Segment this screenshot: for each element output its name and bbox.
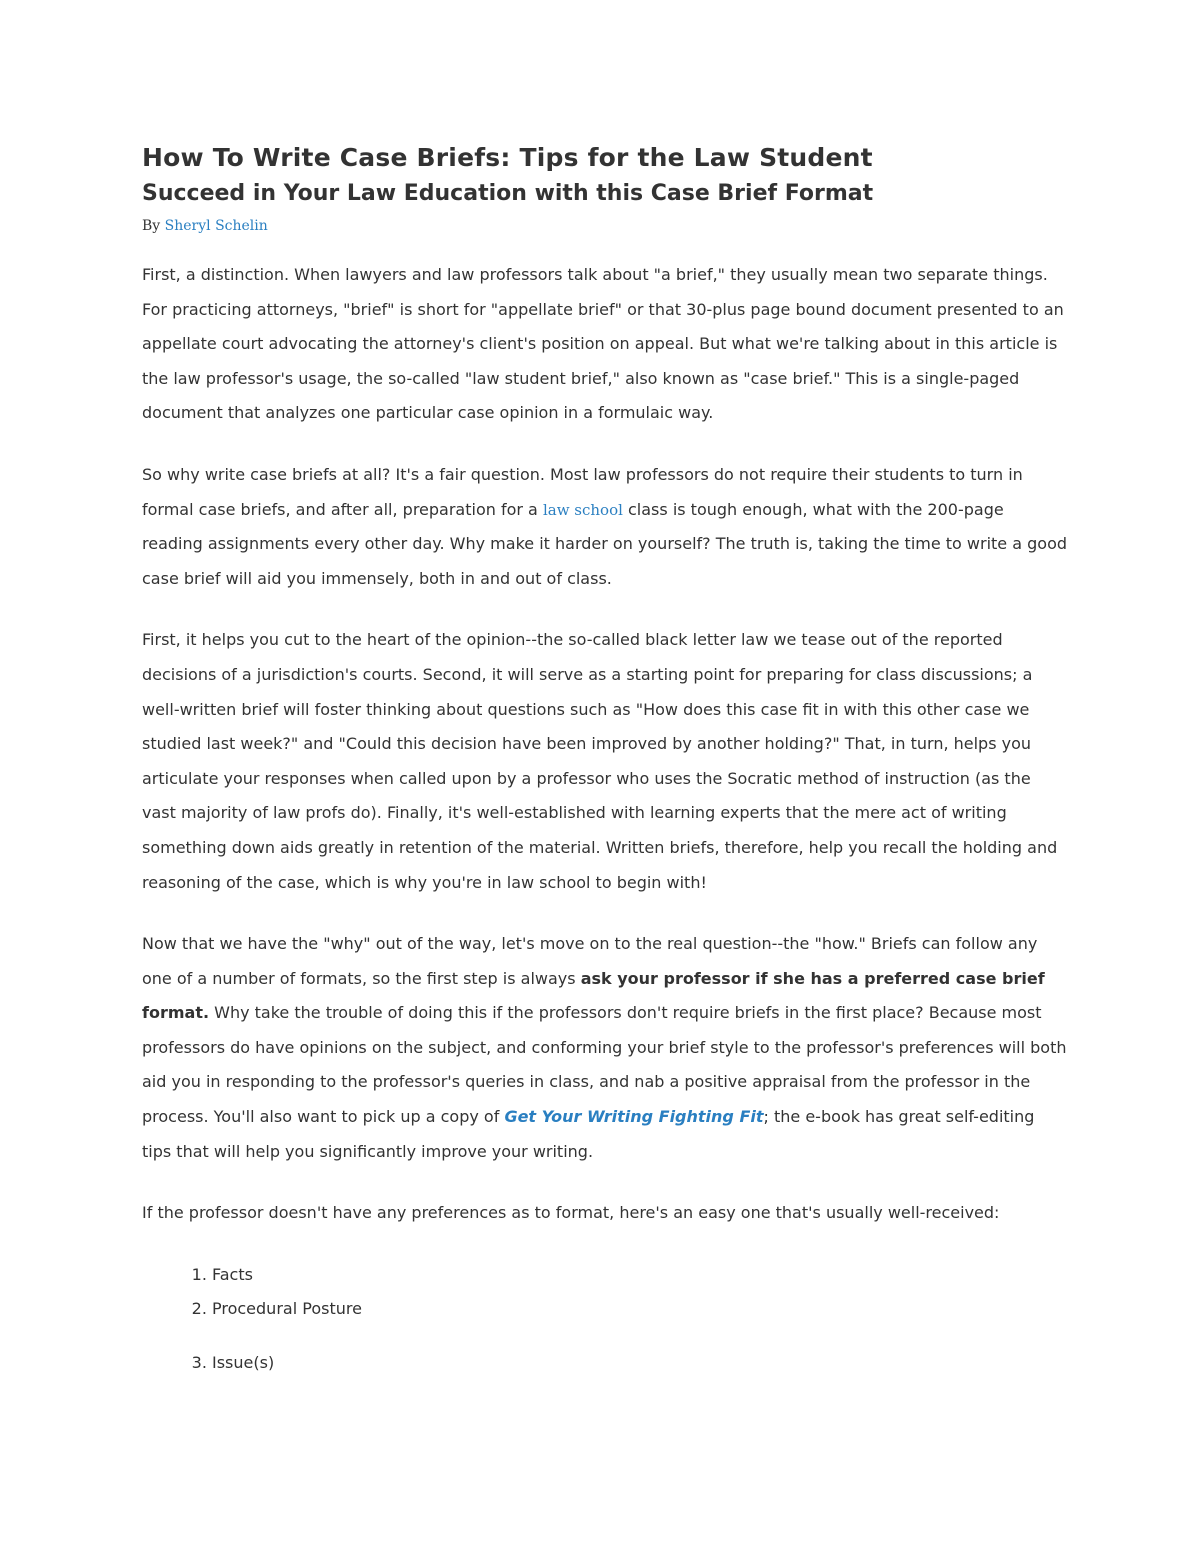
article	[142, 140, 1067, 1381]
paragraph-how	[142, 927, 1067, 1169]
paragraph-text: Why take the trouble of doing this if the professors don't require briefs in the first place? Because most professors do have opinions on the subject, and conforming your brief style to the professor's preferences will both aid you in responding to the professor's queries in class, and nab a positive appraisal from the professor in the process. You'll also want to pick up a copy of	[142, 1003, 1067, 1127]
article-title: How To Write Case Briefs: Tips for the Law Student	[142, 143, 873, 172]
byline-prefix: By	[142, 218, 165, 234]
paragraph-text: class is tough enough, what with the 200-page reading assignments every other day. Why make it harder on yourself? The truth is, taking the time to write a good case brief will aid you immensely, both in and out of class.	[142, 499, 1068, 588]
paragraph-text: So why write case briefs at all? It's a fair question. Most law professors do not require their students to turn in formal case briefs, and after all, preparation for a	[142, 464, 1023, 519]
paragraph-text: Now that we have the "why" out of the way, let's move on to the real question--the "how." Briefs can follow any one of a number of formats, so the first step is always	[142, 934, 1038, 988]
author-link[interactable]: Sheryl Schelin	[164, 218, 268, 234]
law-school-link[interactable]: law school	[542, 500, 623, 519]
list-item: 1. Facts	[212, 1258, 1067, 1293]
list-item: 3. Issue(s)	[212, 1346, 1067, 1381]
byline	[142, 216, 1067, 236]
paragraph-format-intro: If the professor doesn't have any preferences as to format, here's an easy one that's usually well-received:	[142, 1203, 1000, 1223]
paragraph-benefits: First, it helps you cut to the heart of the opinion--the so-called black letter law we tease out of the reported decisions of a jurisdiction's courts. Second, it will serve as a starting point for preparing for class discussions; a well-written brief will foster thinking about questions such as "How does this case fit in with this other case we studied last week?" and "Could this decision have been improved by another holding?" That, in turn, helps you articulate your responses when called upon by a professor who uses the Socratic method of instruction (as the vast majority of law profs do). Finally, it's well-established with learning experts that the mere act of writing something down aids greatly in retention of the material. Written briefs, therefore, help you recall the holding and reasoning of the case, which is why you're in law school to begin with!	[142, 630, 1058, 892]
ebook-link[interactable]: Get Your Writing Fighting Fit	[504, 1107, 764, 1127]
list-item: 2. Procedural Posture	[212, 1292, 1067, 1327]
bold-advice: ask your professor if she has a preferred case brief format.	[142, 968, 1045, 1023]
paragraph-why-write	[142, 458, 1067, 596]
paragraph-text: ; the e-book has great self-editing tips that will help you significantly improve your writing.	[142, 1107, 1035, 1161]
paragraph-distinction: First, a distinction. When lawyers and law professors talk about "a brief," they usually mean two separate things. For practicing attorneys, "brief" is short for "appellate brief" or that 30-plus page bound document presented to an appellate court advocating the attorney's client's position on appeal. But what we're talking about in this article is the law professor's usage, the so-called "law student brief," also known as "case brief." This is a single-paged document that analyzes one particular case opinion in a formulaic way.	[142, 265, 1064, 423]
format-list	[142, 1258, 1067, 1381]
article-subtitle: Succeed in Your Law Education with this Case Brief Format	[142, 181, 874, 206]
